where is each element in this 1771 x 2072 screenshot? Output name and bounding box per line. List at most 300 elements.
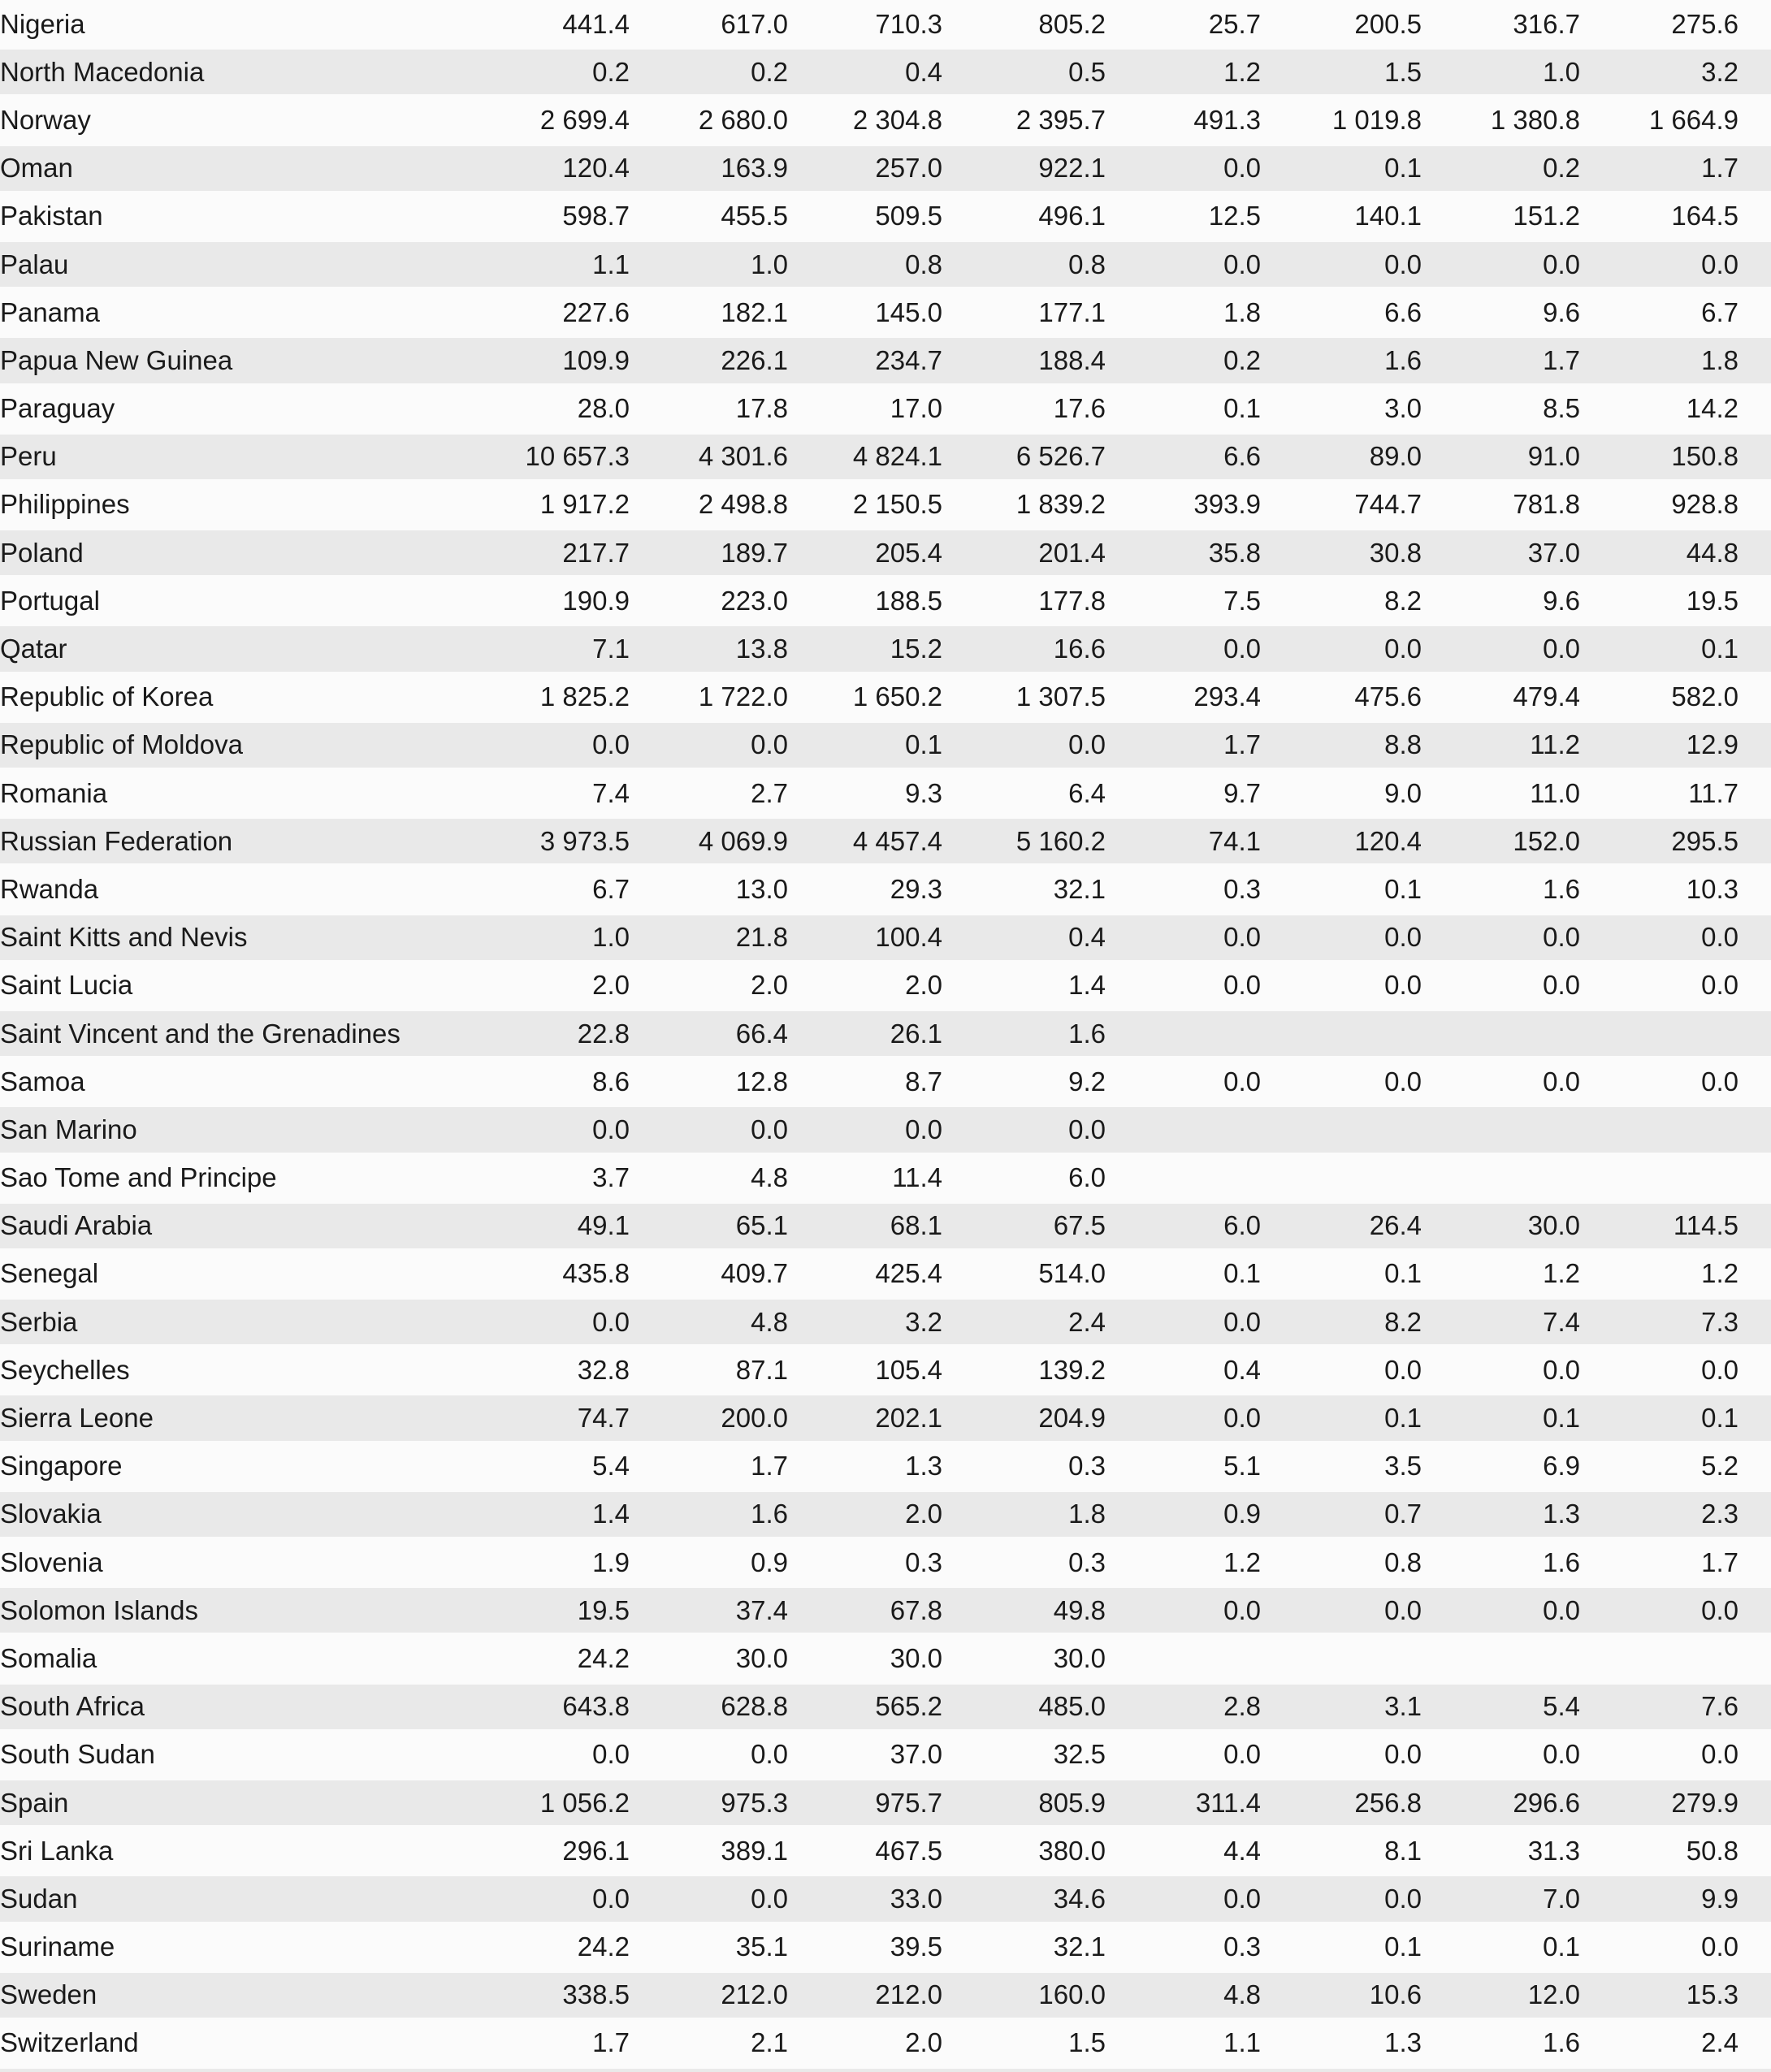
value-cell: 8.5 bbox=[1543, 393, 1580, 424]
value-cell: 89.0 bbox=[1261, 433, 1422, 481]
value-cell: 200.5 bbox=[1354, 8, 1422, 39]
value-cell bbox=[1261, 1154, 1422, 1202]
value-cell: 0.0 bbox=[1580, 914, 1771, 962]
value-cell bbox=[1106, 1010, 1261, 1058]
country-name-cell: South Sudan bbox=[0, 1739, 155, 1770]
value-cell: 3.1 bbox=[1261, 1683, 1422, 1731]
value-cell: 805.2 bbox=[1038, 8, 1106, 39]
country-name-cell: Rwanda bbox=[0, 873, 99, 904]
table-row bbox=[0, 529, 1771, 577]
table-row bbox=[0, 1443, 1771, 1490]
value-cell: 0.0 bbox=[471, 1298, 630, 1346]
value-cell: 1.2 bbox=[1106, 48, 1261, 96]
table-row bbox=[0, 962, 1771, 1010]
value-cell: 409.7 bbox=[721, 1258, 788, 1289]
value-cell: 0.0 bbox=[1106, 625, 1261, 673]
value-cell: 1.2 bbox=[1701, 1258, 1739, 1289]
value-cell: 0.0 bbox=[751, 1739, 788, 1770]
value-cell: 19.5 bbox=[471, 1586, 630, 1634]
value-cell: 1.3 bbox=[1422, 1490, 1580, 1538]
value-cell: 0.1 bbox=[1384, 1931, 1422, 1962]
value-cell: 617.0 bbox=[721, 8, 788, 39]
value-cell: 226.1 bbox=[630, 336, 788, 384]
value-cell: 0.0 bbox=[1580, 1586, 1771, 1634]
value-cell: 975.3 bbox=[630, 1779, 788, 1827]
value-cell: 201.4 bbox=[942, 529, 1106, 577]
country-name-cell: Saint Vincent and the Grenadines bbox=[0, 1010, 471, 1058]
value-cell: 1.1 bbox=[471, 240, 630, 288]
value-cell: 0.8 bbox=[942, 240, 1106, 288]
country-name-cell: Paraguay bbox=[0, 393, 115, 424]
table-row bbox=[0, 48, 1771, 96]
value-cell: 16.6 bbox=[942, 625, 1106, 673]
value-cell: 1 056.2 bbox=[471, 1779, 630, 1827]
value-cell bbox=[1580, 2067, 1771, 2072]
value-cell bbox=[1106, 1634, 1261, 1682]
value-cell: 32.1 bbox=[1053, 1931, 1106, 1962]
value-cell: 0.0 bbox=[1543, 970, 1580, 1001]
value-cell: 3 973.5 bbox=[471, 817, 630, 865]
table-row bbox=[0, 1875, 1771, 1923]
value-cell: 10.6 bbox=[1261, 1971, 1422, 2019]
value-cell: 39.5 bbox=[890, 1931, 942, 1962]
value-cell bbox=[1422, 1105, 1580, 1153]
value-cell: 0.0 bbox=[1106, 914, 1261, 962]
table-row bbox=[0, 1154, 1771, 1202]
value-cell: 21.8 bbox=[630, 914, 788, 962]
value-cell: 0.9 bbox=[1106, 1490, 1261, 1538]
value-cell: 467.5 bbox=[875, 1835, 942, 1866]
table-row bbox=[0, 1971, 1771, 2019]
table-row bbox=[0, 721, 1771, 769]
value-cell: 0.0 bbox=[1106, 145, 1261, 192]
value-cell bbox=[1580, 1634, 1771, 1682]
value-cell: 12.5 bbox=[1208, 201, 1261, 231]
value-cell: 0.1 bbox=[788, 721, 942, 769]
country-name-cell: North Macedonia bbox=[0, 48, 471, 96]
value-cell: 0.1 bbox=[1223, 1258, 1261, 1289]
value-cell: 6.6 bbox=[1384, 296, 1422, 327]
value-cell: 455.5 bbox=[721, 201, 788, 231]
table-row bbox=[0, 577, 1771, 625]
value-cell: 234.7 bbox=[788, 336, 942, 384]
value-cell: 0.0 bbox=[1261, 1586, 1422, 1634]
value-cell: 3.2 bbox=[1580, 48, 1771, 96]
value-cell: 0.0 bbox=[471, 1105, 630, 1153]
table-row bbox=[0, 336, 1771, 384]
value-cell: 26.1 bbox=[788, 1010, 942, 1058]
value-cell: 8.2 bbox=[1261, 1298, 1422, 1346]
value-cell: 3.2 bbox=[788, 1298, 942, 1346]
value-cell: 514.0 bbox=[1038, 1258, 1106, 1289]
value-cell: 32.8 bbox=[577, 1354, 630, 1385]
value-cell: 1.5 bbox=[1068, 2027, 1106, 2058]
value-cell: 11.4 bbox=[892, 1162, 942, 1193]
value-cell bbox=[1261, 2067, 1422, 2072]
value-cell: 188.5 bbox=[875, 585, 942, 616]
value-cell: 31.3 bbox=[1527, 1835, 1580, 1866]
value-cell: 5.2 bbox=[1701, 1451, 1739, 1482]
value-cell: 0.0 bbox=[630, 721, 788, 769]
value-cell: 0.0 bbox=[1422, 625, 1580, 673]
value-cell: 4.8 bbox=[751, 1162, 788, 1193]
value-cell: 37.4 bbox=[630, 1586, 788, 1634]
table-row bbox=[0, 817, 1771, 865]
value-cell: 0.0 bbox=[1422, 914, 1580, 962]
table-row bbox=[0, 1250, 1771, 1298]
value-cell: 28.0 bbox=[577, 393, 630, 424]
value-cell: 8.1 bbox=[1384, 1835, 1422, 1866]
value-cell: 4 457.4 bbox=[788, 817, 942, 865]
value-cell: 11.0 bbox=[1530, 777, 1580, 808]
value-cell: 5.4 bbox=[592, 1451, 630, 1482]
value-cell: 65.1 bbox=[630, 1202, 788, 1250]
value-cell: 3.5 bbox=[1384, 1451, 1422, 1482]
value-cell: 114.5 bbox=[1580, 1202, 1771, 1250]
value-cell: 1.7 bbox=[1701, 1546, 1739, 1577]
value-cell bbox=[1580, 1105, 1771, 1153]
value-cell: 1.0 bbox=[1422, 48, 1580, 96]
value-cell: 74.7 bbox=[471, 1394, 630, 1442]
value-cell: 2.0 bbox=[751, 970, 788, 1001]
value-cell: 5.1 bbox=[1223, 1451, 1261, 1482]
value-cell: 15.3 bbox=[1580, 1971, 1771, 2019]
value-cell: 1 722.0 bbox=[698, 681, 788, 712]
value-cell: 163.9 bbox=[630, 145, 788, 192]
value-cell: 0.2 bbox=[471, 48, 630, 96]
value-cell: 8.7 bbox=[905, 1066, 942, 1097]
value-cell: 190.9 bbox=[562, 585, 630, 616]
value-cell: 0.0 bbox=[1384, 970, 1422, 1001]
value-cell: 1.6 bbox=[1261, 336, 1422, 384]
table-row bbox=[0, 1394, 1771, 1442]
value-cell: 35.1 bbox=[735, 1931, 788, 1962]
table-row bbox=[0, 1298, 1771, 1346]
country-name-cell: Seychelles bbox=[0, 1354, 130, 1385]
table-row bbox=[0, 1490, 1771, 1538]
value-cell: 7.4 bbox=[1422, 1298, 1580, 1346]
value-cell: 293.4 bbox=[1193, 681, 1261, 712]
value-cell: 479.4 bbox=[1513, 681, 1580, 712]
value-cell: 9.6 bbox=[1543, 296, 1580, 327]
value-cell: 275.6 bbox=[1671, 8, 1739, 39]
value-cell: 0.4 bbox=[788, 48, 942, 96]
value-cell: 6 526.7 bbox=[942, 433, 1106, 481]
value-cell: 205.4 bbox=[788, 529, 942, 577]
table-row bbox=[0, 1779, 1771, 1827]
value-cell: 9.6 bbox=[1543, 585, 1580, 616]
value-cell: 188.4 bbox=[942, 336, 1106, 384]
value-cell: 37.0 bbox=[1422, 529, 1580, 577]
value-cell: 160.0 bbox=[942, 1971, 1106, 2019]
value-cell: 4.8 bbox=[630, 1298, 788, 1346]
table-row bbox=[0, 1346, 1771, 1394]
value-cell: 0.3 bbox=[1068, 1546, 1106, 1577]
value-cell: 1.5 bbox=[1261, 48, 1422, 96]
country-name-cell: Republic of Korea bbox=[0, 681, 214, 712]
value-cell: 32.5 bbox=[1053, 1739, 1106, 1770]
table-row bbox=[0, 1105, 1771, 1153]
value-cell: 0.0 bbox=[1223, 1066, 1261, 1097]
value-cell: 0.1 bbox=[1384, 873, 1422, 904]
value-cell: 33.0 bbox=[788, 1875, 942, 1923]
value-cell: 7.3 bbox=[1580, 1298, 1771, 1346]
value-cell: 223.0 bbox=[721, 585, 788, 616]
value-cell: 24.2 bbox=[577, 1931, 630, 1962]
country-name-cell: Suriname bbox=[0, 1931, 115, 1962]
value-cell: 67.8 bbox=[788, 1586, 942, 1634]
value-cell: 11.7 bbox=[1688, 777, 1739, 808]
value-cell: 1 650.2 bbox=[852, 681, 942, 712]
value-cell: 509.5 bbox=[875, 201, 942, 231]
value-cell bbox=[1261, 1105, 1422, 1153]
value-cell bbox=[1106, 1105, 1261, 1153]
value-cell: 805.9 bbox=[942, 1779, 1106, 1827]
value-cell: 13.8 bbox=[630, 625, 788, 673]
value-cell: 928.8 bbox=[1671, 489, 1739, 520]
value-cell: 151.2 bbox=[1513, 201, 1580, 231]
value-cell: 1.3 bbox=[905, 1451, 942, 1482]
value-cell: 25.7 bbox=[1208, 8, 1261, 39]
value-cell: 0.0 bbox=[1422, 240, 1580, 288]
value-cell: 87.1 bbox=[735, 1354, 788, 1385]
value-cell bbox=[1422, 1634, 1580, 1682]
table-row bbox=[0, 1058, 1771, 1105]
country-name-cell: Singapore bbox=[0, 1451, 123, 1482]
value-cell: 1.4 bbox=[1068, 970, 1106, 1001]
value-cell: 2.3 bbox=[1580, 1490, 1771, 1538]
value-cell: 435.8 bbox=[562, 1258, 630, 1289]
value-cell: 74.1 bbox=[1106, 817, 1261, 865]
table-row bbox=[0, 192, 1771, 240]
value-cell: 189.7 bbox=[630, 529, 788, 577]
value-cell: 1.6 bbox=[1543, 2027, 1580, 2058]
value-cell bbox=[942, 2067, 1106, 2072]
value-cell: 19.5 bbox=[1686, 585, 1739, 616]
value-cell: 2.4 bbox=[942, 1298, 1106, 1346]
value-cell: 0.0 bbox=[1384, 1354, 1422, 1385]
country-name-cell: Switzerland bbox=[0, 2027, 139, 2058]
value-cell: 2.0 bbox=[905, 970, 942, 1001]
value-cell: 316.7 bbox=[1513, 8, 1580, 39]
country-name-cell: Papua New Guinea bbox=[0, 336, 471, 384]
value-cell: 2.4 bbox=[1701, 2027, 1739, 2058]
value-cell bbox=[1580, 1154, 1771, 1202]
value-cell: 2 680.0 bbox=[698, 104, 788, 135]
country-name-cell: Somalia bbox=[0, 1642, 97, 1673]
country-name-cell: Sudan bbox=[0, 1875, 471, 1923]
value-cell: 212.0 bbox=[630, 1971, 788, 2019]
value-cell: 0.1 bbox=[1261, 145, 1422, 192]
value-cell: 2 395.7 bbox=[1015, 104, 1106, 135]
value-cell: 0.1 bbox=[1223, 393, 1261, 424]
value-cell: 1 380.8 bbox=[1490, 104, 1580, 135]
value-cell: 296.1 bbox=[562, 1835, 630, 1866]
value-cell: 12.0 bbox=[1422, 1971, 1580, 2019]
value-cell: 6.7 bbox=[592, 873, 630, 904]
table-row bbox=[0, 0, 1771, 48]
value-cell: 0.2 bbox=[1422, 145, 1580, 192]
value-cell: 710.3 bbox=[875, 8, 942, 39]
value-cell: 338.5 bbox=[471, 1971, 630, 2019]
value-cell: 30.0 bbox=[890, 1642, 942, 1673]
value-cell: 66.4 bbox=[630, 1010, 788, 1058]
value-cell: 975.7 bbox=[788, 1779, 942, 1827]
country-name-cell: Portugal bbox=[0, 585, 100, 616]
country-name-cell: Samoa bbox=[0, 1066, 85, 1097]
value-cell: 491.3 bbox=[1193, 104, 1261, 135]
value-cell: 200.0 bbox=[630, 1394, 788, 1442]
country-name-cell: Slovakia bbox=[0, 1490, 471, 1538]
value-cell: 0.0 bbox=[1106, 1586, 1261, 1634]
value-cell: 0.8 bbox=[1384, 1546, 1422, 1577]
value-cell: 0.0 bbox=[1106, 1875, 1261, 1923]
value-cell: 0.0 bbox=[1261, 1875, 1422, 1923]
country-name-cell: Sierra Leone bbox=[0, 1394, 471, 1442]
country-name-cell: Senegal bbox=[0, 1258, 99, 1289]
value-cell: 6.4 bbox=[1068, 777, 1106, 808]
value-cell: 1 839.2 bbox=[1015, 489, 1106, 520]
value-cell: 565.2 bbox=[788, 1683, 942, 1731]
value-cell: 2 699.4 bbox=[539, 104, 630, 135]
value-cell: 29.3 bbox=[890, 873, 942, 904]
value-cell: 295.5 bbox=[1580, 817, 1771, 865]
value-cell: 26.4 bbox=[1261, 1202, 1422, 1250]
value-cell: 0.0 bbox=[1261, 625, 1422, 673]
value-cell: 1.6 bbox=[1543, 873, 1580, 904]
value-cell: 17.8 bbox=[735, 393, 788, 424]
value-cell: 1.2 bbox=[1543, 1258, 1580, 1289]
value-cell: 32.1 bbox=[1053, 873, 1106, 904]
value-cell bbox=[1106, 2067, 1261, 2072]
value-cell: 0.1 bbox=[1543, 1931, 1580, 1962]
value-cell: 256.8 bbox=[1261, 1779, 1422, 1827]
country-name-cell: Serbia bbox=[0, 1298, 471, 1346]
value-cell: 496.1 bbox=[1038, 201, 1106, 231]
value-cell: 1.1 bbox=[1223, 2027, 1261, 2058]
value-cell: 22.8 bbox=[471, 1010, 630, 1058]
value-cell bbox=[630, 2067, 788, 2072]
value-cell: 1.7 bbox=[1106, 721, 1261, 769]
value-cell: 4 069.9 bbox=[630, 817, 788, 865]
value-cell: 1.0 bbox=[471, 914, 630, 962]
value-cell: 17.0 bbox=[890, 393, 942, 424]
value-cell: 109.9 bbox=[471, 336, 630, 384]
country-name-cell: Sao Tome and Principe bbox=[0, 1162, 277, 1193]
value-cell: 68.1 bbox=[788, 1202, 942, 1250]
table-row bbox=[0, 240, 1771, 288]
value-cell: 296.6 bbox=[1422, 1779, 1580, 1827]
value-cell: 10.3 bbox=[1686, 873, 1739, 904]
value-cell: 7.6 bbox=[1580, 1683, 1771, 1731]
value-cell: 9.0 bbox=[1384, 777, 1422, 808]
value-cell: 1.7 bbox=[592, 2027, 630, 2058]
value-cell: 1.8 bbox=[942, 1490, 1106, 1538]
value-cell: 49.8 bbox=[942, 1586, 1106, 1634]
value-cell: 1.2 bbox=[1223, 1546, 1261, 1577]
value-cell: 4 824.1 bbox=[788, 433, 942, 481]
country-name-cell: Norway bbox=[0, 104, 91, 135]
value-cell: 12.8 bbox=[735, 1066, 788, 1097]
value-cell: 105.4 bbox=[875, 1354, 942, 1385]
value-cell: 100.4 bbox=[788, 914, 942, 962]
value-cell: 212.0 bbox=[788, 1971, 942, 2019]
value-cell: 10 657.3 bbox=[471, 433, 630, 481]
value-cell: 0.3 bbox=[1068, 1451, 1106, 1482]
value-cell: 150.8 bbox=[1580, 433, 1771, 481]
value-cell: 0.1 bbox=[1261, 1394, 1422, 1442]
value-cell: 152.0 bbox=[1422, 817, 1580, 865]
table-row bbox=[0, 145, 1771, 192]
value-cell: 0.0 bbox=[471, 1875, 630, 1923]
value-cell: 14.2 bbox=[1686, 393, 1739, 424]
value-cell: 311.4 bbox=[1106, 1779, 1261, 1827]
value-cell: 4.4 bbox=[1223, 1835, 1261, 1866]
value-cell: 0.4 bbox=[1223, 1354, 1261, 1385]
value-cell bbox=[1422, 1154, 1580, 1202]
value-cell: 1.7 bbox=[1580, 145, 1771, 192]
value-cell bbox=[1106, 1154, 1261, 1202]
value-cell: 2.7 bbox=[751, 777, 788, 808]
value-cell: 380.0 bbox=[1038, 1835, 1106, 1866]
value-cell: 13.0 bbox=[735, 873, 788, 904]
value-cell: 217.7 bbox=[471, 529, 630, 577]
value-cell: 425.4 bbox=[875, 1258, 942, 1289]
value-cell: 2.0 bbox=[788, 1490, 942, 1538]
value-cell: 5.4 bbox=[1422, 1683, 1580, 1731]
value-cell: 0.1 bbox=[1580, 1394, 1771, 1442]
value-cell: 0.0 bbox=[1701, 1739, 1739, 1770]
value-cell: 182.1 bbox=[721, 296, 788, 327]
value-cell: 0.1 bbox=[1580, 625, 1771, 673]
value-cell: 0.5 bbox=[942, 48, 1106, 96]
value-cell bbox=[1261, 1010, 1422, 1058]
country-name-cell: Poland bbox=[0, 529, 471, 577]
value-cell: 0.0 bbox=[942, 721, 1106, 769]
value-cell: 9.2 bbox=[1068, 1066, 1106, 1097]
table-row bbox=[0, 1010, 1771, 1058]
value-cell bbox=[1261, 1634, 1422, 1682]
value-cell: 30.0 bbox=[1422, 1202, 1580, 1250]
value-cell: 227.6 bbox=[562, 296, 630, 327]
value-cell bbox=[1422, 2067, 1580, 2072]
country-name-cell: Saint Kitts and Nevis bbox=[0, 914, 471, 962]
value-cell: 44.8 bbox=[1580, 529, 1771, 577]
value-cell: 1.8 bbox=[1223, 296, 1261, 327]
value-cell: 643.8 bbox=[471, 1683, 630, 1731]
value-cell: 49.1 bbox=[471, 1202, 630, 1250]
value-cell: 5 160.2 bbox=[942, 817, 1106, 865]
table-row bbox=[0, 673, 1771, 721]
value-cell: 8.6 bbox=[592, 1066, 630, 1097]
value-cell: 7.0 bbox=[1422, 1875, 1580, 1923]
value-cell: 7.4 bbox=[592, 777, 630, 808]
value-cell: 1 307.5 bbox=[1015, 681, 1106, 712]
table-row bbox=[0, 481, 1771, 529]
value-cell: 0.0 bbox=[592, 1739, 630, 1770]
value-cell: 393.9 bbox=[1193, 489, 1261, 520]
value-cell: 4.8 bbox=[1106, 1971, 1261, 2019]
value-cell bbox=[471, 2067, 630, 2072]
value-cell: 744.7 bbox=[1354, 489, 1422, 520]
value-cell: 17.6 bbox=[1053, 393, 1106, 424]
value-cell: 0.0 bbox=[1384, 1066, 1422, 1097]
value-cell: 1 825.2 bbox=[539, 681, 630, 712]
value-cell: 6.0 bbox=[1068, 1162, 1106, 1193]
value-cell: 1.6 bbox=[1543, 1546, 1580, 1577]
value-cell: 15.2 bbox=[788, 625, 942, 673]
value-cell: 1.7 bbox=[1422, 336, 1580, 384]
